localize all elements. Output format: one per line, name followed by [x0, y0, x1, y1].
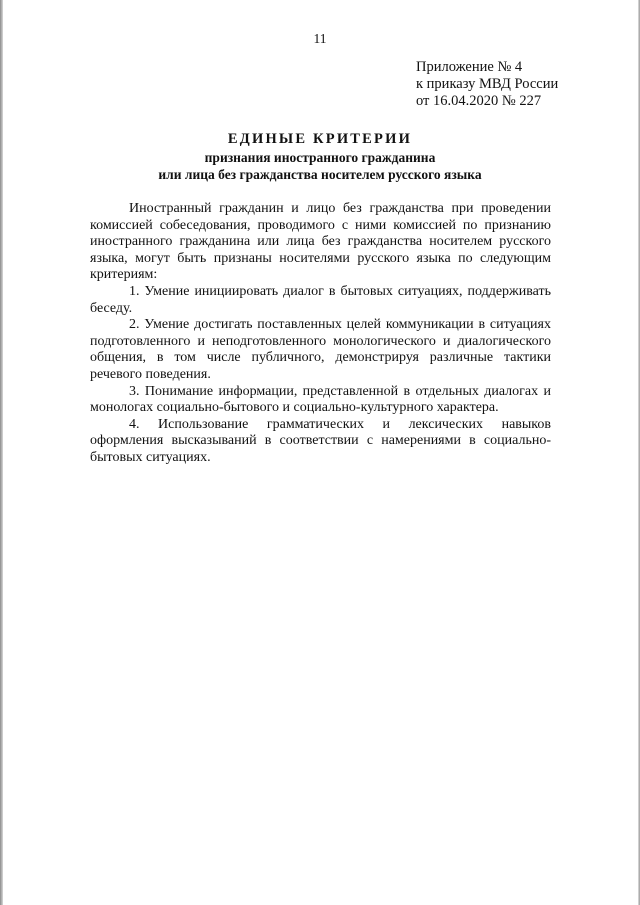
title-subtitle-line-2: или лица без гражданства носителем русского языка [158, 167, 482, 182]
title-subtitle-line-1: признания иностранного гражданина [204, 149, 436, 165]
page-number: 11 [313, 31, 327, 46]
appendix-line-order: к приказу МВД России [416, 76, 559, 92]
appendix-reference [416, 59, 558, 110]
appendix-line-date: от 16.04.2020 № 227 [416, 93, 542, 109]
criterion-2: 2. Умение достигать поставленных целей коммуникации в ситуациях подготовленного и неподготовленного монологического и диалогического общения, в том числе публичного, демонстрируя различные тактики речевого поведения. [90, 317, 551, 382]
document-title [0, 131, 640, 184]
intro-paragraph: Иностранный гражданин и лицо без гражданства при проведении комиссией собеседования, проводимого с ними комиссией по признанию иностранного гражданина или лица без гражданства носителем русского языка, могут быть признаны носителями русского языка по следующим критериям: [90, 201, 551, 283]
title-main: ЕДИНЫЕ КРИТЕРИИ [227, 131, 413, 147]
criterion-1: 1. Умение инициировать диалог в бытовых ситуациях, поддерживать беседу. [90, 283, 551, 316]
criterion-4: 4. Использование грамматических и лексических навыков оформления высказываний в соответствии с намерениями в социально-бытовых ситуациях. [90, 416, 551, 465]
appendix-line-number: Приложение № 4 [416, 59, 523, 75]
criterion-3: 3. Понимание информации, представленной в отдельных диалогах и монологах социально-бытового и социально-культурного характера. [90, 383, 551, 416]
document-body [90, 201, 551, 467]
